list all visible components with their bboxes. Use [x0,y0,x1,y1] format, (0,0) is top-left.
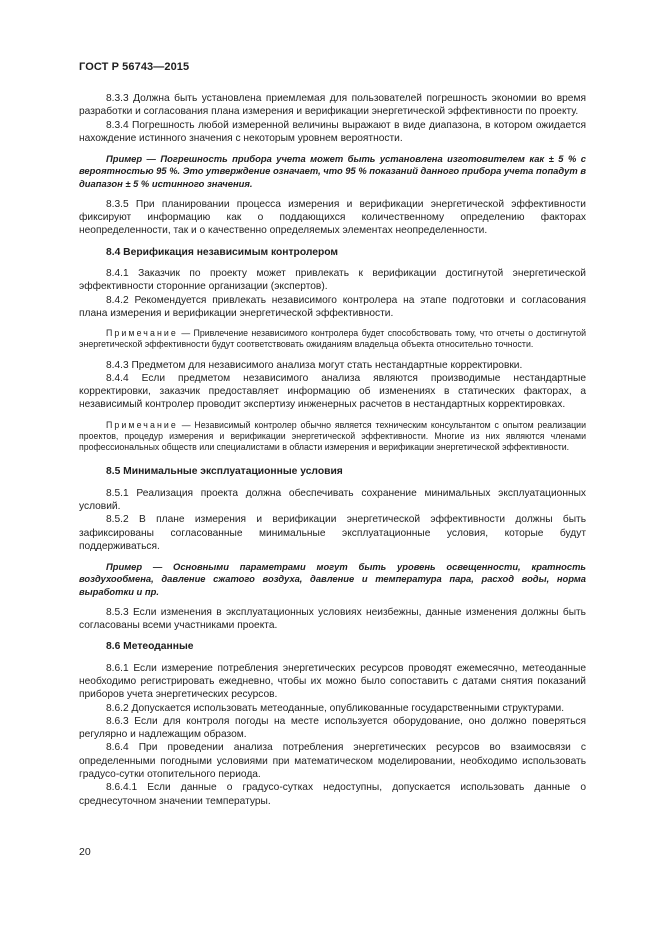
section-heading: 8.6 Метеоданные [106,641,194,653]
spacer [79,553,586,561]
page-body [79,92,586,808]
body-paragraph: 8.6.4.1 Если данные о градусо-сутках недоступны, допускается использовать данные о среднесуточном значении температуры. [79,782,586,807]
spacer [79,320,586,328]
body-paragraph: 8.5.1 Реализация проекта должна обеспечивать сохранение минимальных эксплуатационных условий. [79,487,586,512]
note-label: Примечание [106,419,178,430]
note-text: — Независимый контролер обычно является техническим консультантом с опытом реализации проектов, процедур измерения и верификации энергетической эффективности. Многие из них являются членами профессиональных обществ или специалистами в области измерения и верификации энергетической эффективности. [79,419,586,453]
section-heading: 8.5 Минимальные эксплуатационные условия [106,466,343,478]
body-paragraph: 8.3.3 Должна быть установлена приемлемая для пользователей погрешность экономии во время разработки и согласования плана измерения и верификации энергетической эффективности по проекту. [79,93,586,118]
body-paragraph: 8.6.3 Если для контроля погоды на месте используется оборудование, оно должно поверяться регулярно и надлежащим образом. [79,715,586,741]
body-paragraph: 8.5.2 В плане измерения и верификации энергетической эффективности должны быть зафиксированы согласованные минимальные эксплуатационные условия, которые будут поддерживаться. [79,514,586,552]
body-paragraph: 8.4.1 Заказчик по проекту может привлекать к верификации достигнутой энергетической эффективности сторонние организации (экспертов). [79,267,586,293]
note-label: Примечание [106,328,178,339]
spacer [79,190,586,198]
body-paragraph: 8.4.3 Предметом для независимого анализа могут стать нестандартные корректировки. [106,359,523,371]
body-paragraph: 8.6.2 Допускается использовать метеоданные, опубликованные государственными структурами. [106,702,565,714]
body-paragraph: 8.3.4 Погрешность любой измеренной величины выражают в виде диапазона, в котором ожидается нахождение истинного значения с некоторым уровнем вероятности. [79,119,586,144]
spacer [79,351,586,359]
document-header: ГОСТ Р 56743—2015 [79,61,190,73]
note-paragraph [79,420,586,454]
example-paragraph: Пример — Погрешность прибора учета может быть установлена изготовителем как ± 5 % с вероятностью 95 %. Это утверждение означает, что 95 % показаний данного прибора учета попадут в диапазон ± 5 % истинного значения. [79,153,586,189]
spacer [79,412,586,420]
body-paragraph: 8.5.3 Если изменения в эксплуатационных условиях неизбежны, данные изменения должны быть согласованы всеми участниками проекта. [79,606,586,632]
spacer [79,145,586,153]
spacer [79,632,586,640]
spacer [79,453,586,465]
body-paragraph: 8.4.2 Рекомендуется привлекать независимого контролера на этапе подготовки и согласования плана измерения и верификации энергетической эффективности. [79,294,586,319]
spacer [79,238,586,246]
body-paragraph: 8.6.4 При проведении анализа потребления энергетических ресурсов во взаимосвязи с определенными погодными условиями при математическом моделировании, необходимо использовать градусо-сутки отопительного периода. [79,742,586,781]
spacer [79,479,586,487]
example-paragraph: Пример — Основными параметрами могут быть уровень освещенности, кратность воздухообмена, давление сжатого воздуха, давление и температура пара, расход воды, норма выработки и пр. [79,561,586,597]
spacer [79,598,586,606]
note-text: — Привлечение независимого контролера будет способствовать тому, что отчеты о достигнутой энергетической эффективности будут соответствовать ожиданиям владельца объекта относительно точности. [79,328,586,350]
page-number: 20 [79,846,91,858]
spacer [79,654,586,662]
note-paragraph [79,328,586,350]
body-paragraph: 8.4.4 Если предметом независимого анализа являются производимые нестандартные корректировки, заказчик предоставляет информацию об изменениях в статических факторах, а независимый контролер проводит экспертизу инженерных расчетов в нестандартных корректировках. [79,372,586,411]
body-paragraph: 8.6.1 Если измерение потребления энергетических ресурсов проводят ежемесячно, метеоданные необходимо регистрировать ежедневно, чтобы их можно было сопоставить с датами снятия показаний приборов учета энергетических ресурсов. [79,662,586,701]
body-paragraph: 8.3.5 При планировании процесса измерения и верификации энергетической эффективности фиксируют информацию как о поддающихся количественному определению факторах неопределенности, так и о качественно определяемых элементах неопределенности. [79,198,586,237]
spacer [79,259,586,267]
section-heading: 8.4 Верификация независимым контролером [106,246,339,258]
